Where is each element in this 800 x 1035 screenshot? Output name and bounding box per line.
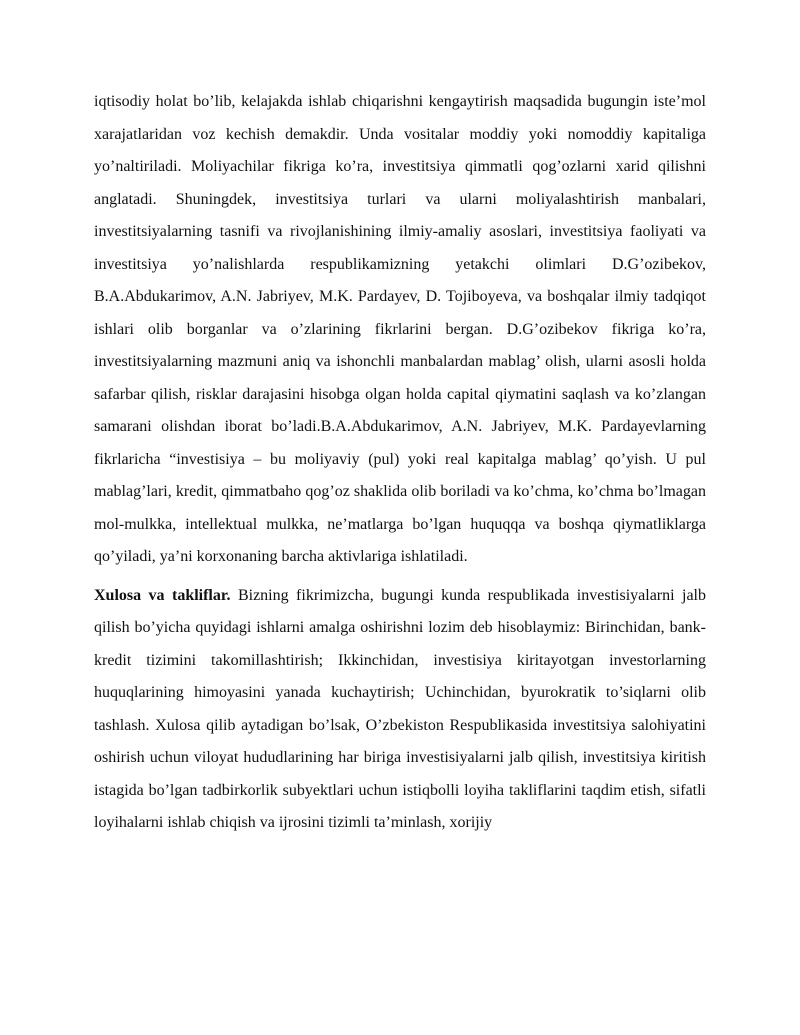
document-page [94,86,706,840]
paragraph-text: Bizning fikrimizcha, bugungi kunda respublikada investisiyalarni jalb qilish bo’yicha quyidagi ishlarni amalga oshirishni lozim deb hisoblaymiz: Birinchidan, bank-kredit tizimini takomillashtirish; Ikkinchidan, investisiya kiritayotgan investorlarning huquqlarining himoyasini yanada kuchaytirish; Uchinchidan, byurokratik to’siqlarni olib tashlash. Xulosa qilib aytadigan bo’lsak, O’zbekiston Respublikasida investitsiya salohiyatini oshirish uchun viloyat hududlarining har biriga investisiyalarni jalb qilish, investitsiya kiritish istagida bo’lgan tadbirkorlik subyektlari uchun istiqbolli loyiha takliflarini taqdim etish, sifatli loyihalarni ishlab chiqish va ijrosini tizimli ta’minlash, xorijiy [94,586,706,831]
section-heading-conclusions: Xulosa va takliflar. [94,586,231,604]
paragraph-text: iqtisodiy holat bo’lib, kelajakda ishlab chiqarishni kengaytirish maqsadida bugungin iste’mol xarajatlaridan voz kechish demakdir. Unda vositalar moddiy yoki nomoddiy kapitaliga yo’naltiriladi. Moliyachilar fikriga ko’ra, investitsiya qimmatli qog’ozlarni xarid qilishni anglatadi. Shuningdek, investitsiya turlari va ularni moliyalashtirish manbalari, investitsiyalarning tasnifi va rivojlanishining ilmiy-amaliy asoslari, investitsiya faoliyati va investitsiya yo’nalishlarda respublikamizning yetakchi olimlari D.G’ozibekov, B.A.Abdukarimov, A.N. Jabriyev, M.K. Pardayev, D. Tojiboyeva, va boshqalar ilmiy tadqiqot ishlari olib borganlar va o’zlarining fikrlarini bergan. D.G’ozibekov fikriga ko’ra, investitsiyalarning mazmuni aniq va ishonchli manbalardan mablag’ olish, ularni asosli holda safarbar qilish, risklar darajasini hisobga olgan holda capital qiymatini saqlash va ko’zlangan samarani olishdan iborat bo’ladi.B.A.Abdukarimov, A.N. Jabriyev, M.K. Pardayevlarning fikrlaricha “investisiya – bu moliyaviy (pul) yoki real kapitalga mablag’ qo’yish. U pul mablag’lari, kredit, qimmatbaho qog’oz shaklida olib boriladi va ko’chma, ko’chma bo’lmagan mol-mulkka, intellektual mulkka, ne’matlarga bo’lgan huquqqa va boshqa qiymatliklarga qo’yiladi, ya’ni korxonaning barcha aktivlariga ishlatiladi. [94,93,706,565]
paragraph-conclusions [94,580,706,840]
paragraph-investment-definitions [94,86,706,574]
